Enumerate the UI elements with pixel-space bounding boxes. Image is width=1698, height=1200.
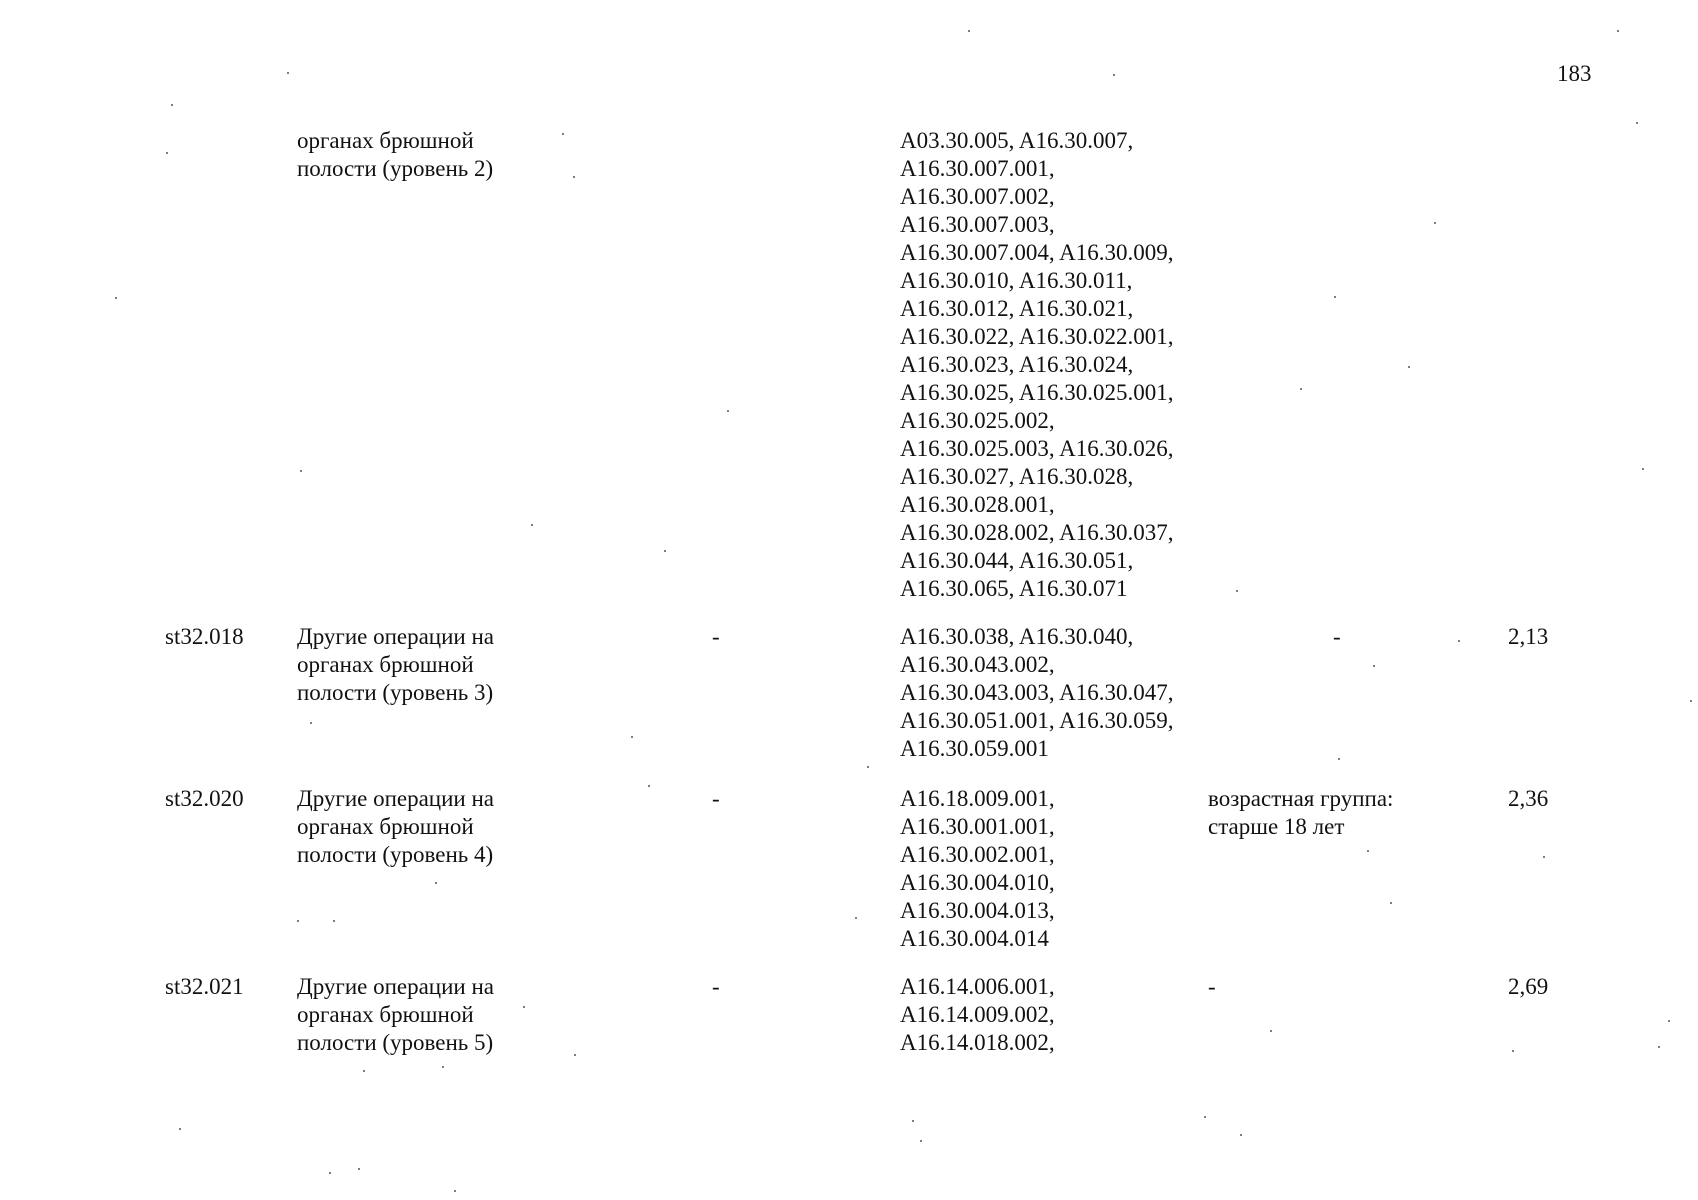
scan-speck [297, 920, 299, 922]
scan-speck [166, 152, 168, 154]
row-name: Другие операции на органах брюшной полости (уровень 5) [297, 974, 495, 1055]
scan-speck [1338, 758, 1340, 760]
row-diagnosis: - [712, 974, 720, 999]
row-name: Другие операции на органах брюшной полости (уровень 4) [297, 786, 495, 867]
scan-speck [1642, 468, 1644, 470]
scan-speck [1512, 1050, 1514, 1052]
scan-speck [310, 722, 312, 724]
scan-speck [1334, 296, 1336, 298]
scan-speck [1390, 902, 1392, 904]
row-other: - [1333, 624, 1341, 649]
scan-speck [333, 920, 335, 922]
scan-speck [1617, 30, 1619, 32]
scan-speck [664, 550, 666, 552]
scan-speck [363, 1070, 365, 1072]
scan-speck [1270, 1030, 1272, 1032]
scan-speck [1636, 122, 1638, 124]
scan-speck [454, 1190, 456, 1192]
scan-speck [435, 882, 437, 884]
row-coefficient: 2,13 [1508, 624, 1549, 649]
scan-speck [1543, 856, 1545, 858]
scan-speck [648, 785, 650, 787]
row-coefficient: 2,69 [1508, 974, 1549, 999]
scan-speck [1204, 1116, 1206, 1118]
row-code: st32.018 [165, 624, 244, 649]
scan-speck [867, 766, 869, 768]
scan-speck [179, 1128, 181, 1130]
scan-speck [912, 1120, 914, 1122]
scan-speck [1658, 1046, 1660, 1048]
row-name: Другие операции на органах брюшной полости (уровень 3) [297, 624, 495, 705]
row-services: A03.30.005, A16.30.007, A16.30.007.001, A16.30.007.002, A16.30.007.003, A16.30.007.004, A16.30.009, A16.30.010, A16.30.011, A16.30.012, A16.30.021, A16.30.022, A16.30.022.001, A16.30.023, A16.30.024, A16.30.025, A16.30.025.001, A16.30.025.002, A16.30.025.003, A16.30.026, A16.30.027, A16.30.028, A16.30.028.001, A16.30.028.002, A16.30.037, A16.30.044, A16.30.051, A16.30.065, A16.30.071 [900, 128, 1174, 601]
row-services: A16.30.038, A16.30.040, A16.30.043.002, A16.30.043.003, A16.30.047, A16.30.051.001, A16.30.059, A16.30.059.001 [900, 624, 1174, 761]
page-number: 183 [1557, 61, 1592, 86]
row-other: - [1208, 974, 1216, 999]
scan-speck [287, 72, 289, 74]
scan-speck [1236, 590, 1238, 592]
scan-speck [115, 297, 117, 299]
scan-speck [1373, 665, 1375, 667]
scan-speck [300, 470, 302, 472]
row-diagnosis: - [712, 624, 720, 649]
row-code: st32.020 [165, 786, 244, 811]
scan-speck [573, 176, 575, 178]
row-other: возрастная группа: старше 18 лет [1208, 786, 1394, 839]
scan-speck [1668, 1020, 1670, 1022]
scan-speck [358, 1168, 360, 1170]
scan-speck [727, 410, 729, 412]
row-name: органах брюшной полости (уровень 2) [297, 128, 494, 181]
scan-speck [920, 1140, 922, 1142]
scan-speck [329, 1172, 331, 1174]
scan-speck [523, 1006, 525, 1008]
row-services: A16.14.006.001, A16.14.009.002, A16.14.018.002, [900, 974, 1055, 1055]
row-diagnosis: - [712, 786, 720, 811]
scan-speck [442, 1066, 444, 1068]
scan-speck [1240, 1134, 1242, 1136]
scan-speck [1300, 388, 1302, 390]
scan-speck [1367, 850, 1369, 852]
scan-speck [631, 736, 633, 738]
scan-speck [1690, 700, 1692, 702]
scan-speck [171, 104, 173, 106]
scan-speck [1408, 366, 1410, 368]
scan-speck [855, 917, 857, 919]
scan-speck [562, 133, 564, 135]
scan-speck [531, 524, 533, 526]
scan-speck [574, 1054, 576, 1056]
row-services: A16.18.009.001, A16.30.001.001, A16.30.002.001, A16.30.004.010, A16.30.004.013, A16.30.004.014 [900, 786, 1055, 951]
row-coefficient: 2,36 [1508, 786, 1549, 811]
scan-speck [968, 30, 970, 32]
scan-speck [1113, 74, 1115, 76]
row-code: st32.021 [165, 974, 244, 999]
scan-speck [1434, 222, 1436, 224]
scan-speck [1458, 640, 1460, 642]
